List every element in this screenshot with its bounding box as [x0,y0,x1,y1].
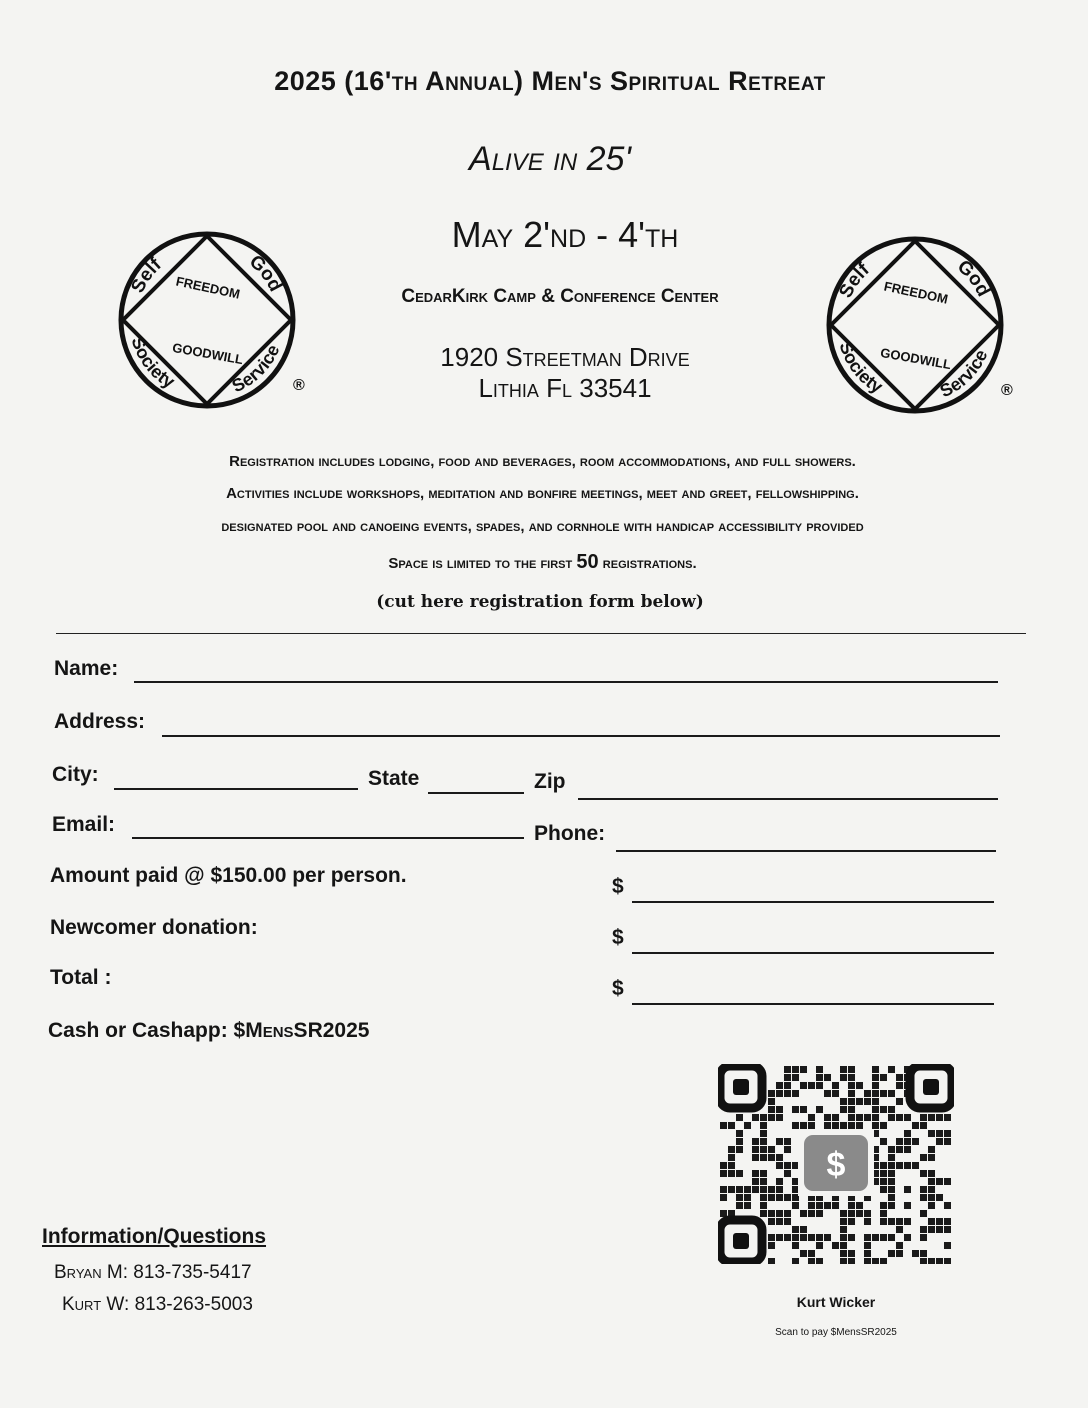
state-field[interactable] [428,792,524,794]
logo-word-service: Service [936,346,992,402]
email-field[interactable] [132,837,524,839]
cut-line [56,633,1026,634]
phone-label: Phone: [534,822,606,845]
newcomer-dollar-sign: $ [612,926,624,949]
total-field[interactable] [632,1003,994,1005]
space-limit-suffix: registrations. [598,555,697,572]
payment-method [48,1019,369,1043]
amount-dollar-sign: $ [612,875,624,898]
logo-word-god: God [245,251,286,296]
service-symbol-logo-right [815,225,1015,425]
newcomer-label: Newcomer donation: [50,916,258,939]
cashtag: $MensSR2025 [233,1019,370,1042]
name-label: Name: [54,657,119,680]
info-line-4 [30,551,1055,574]
state-label: State [368,767,420,790]
logo-word-god: God [953,256,994,301]
name-field[interactable] [134,681,998,683]
email-label: Email: [52,813,116,836]
contact-bryan: Bryan M: 813-735-5417 [54,1262,252,1283]
event-venue: CedarKirk Camp & Conference Center [401,286,719,307]
space-limit-prefix: Space is limited to the first [388,555,577,572]
logo-word-service: Service [228,341,284,397]
logo-word-goodwill: GOODWILL [171,339,245,368]
logo-word-self: Self [127,254,166,297]
info-line-3: designated pool and canoeing events, spades, and cornhole with handicap accessibility provided [221,518,864,535]
zip-label: Zip [534,770,566,793]
phone-field[interactable] [616,850,996,852]
registered-mark: ® [1001,382,1013,399]
info-line-1: Registration includes lodging, food and beverages, room accommodations, and full showers. [229,453,856,470]
address-line-2: Lithia Fl 33541 [478,373,652,403]
logo-word-freedom: FREEDOM [882,278,950,307]
amount-field[interactable] [632,901,994,903]
zip-field[interactable] [578,798,998,800]
city-label: City: [52,763,99,786]
cash-label: Cash or Cashapp: [48,1019,228,1042]
info-questions-heading: Information/Questions [42,1225,267,1248]
total-label: Total : [50,966,112,989]
cashapp-dollar-symbol: $ [826,1146,846,1184]
logo-word-goodwill: GOODWILL [879,344,953,373]
total-dollar-sign: $ [612,977,624,1000]
space-limit-number: 50 [576,551,599,573]
city-field[interactable] [114,788,358,790]
logo-word-society: Society [835,339,887,398]
qr-caption: Kurt Wicker [796,1294,876,1310]
service-symbol-logo-left [107,220,307,420]
amount-label: Amount paid @ $150.00 per person. [50,864,407,887]
info-line-2: Activities include workshops, meditation and bonfire meetings, meet and greet, fellowshipping. [226,485,859,502]
cashapp-qr-code[interactable] [718,1064,954,1264]
newcomer-donation-field[interactable] [632,952,994,954]
address-line-1: 1920 Streetman Drive [440,342,690,372]
contact-kurt: Kurt W: 813-263-5003 [62,1294,253,1315]
event-dates: May 2'nd - 4'th [451,214,679,255]
logo-word-society: Society [127,334,179,393]
address-label: Address: [54,710,146,733]
address-field[interactable] [162,735,1000,737]
event-title: 2025 (16'th Annual) Men's Spiritual Retreat [274,66,826,96]
logo-word-self: Self [835,259,874,302]
registered-mark: ® [293,377,305,394]
qr-scan-text: Scan to pay $MensSR2025 [775,1327,897,1338]
logo-word-freedom: FREEDOM [174,273,242,302]
event-theme: Alive in 25' [469,140,631,178]
cut-here-note: (cut here registration form below) [376,592,704,612]
